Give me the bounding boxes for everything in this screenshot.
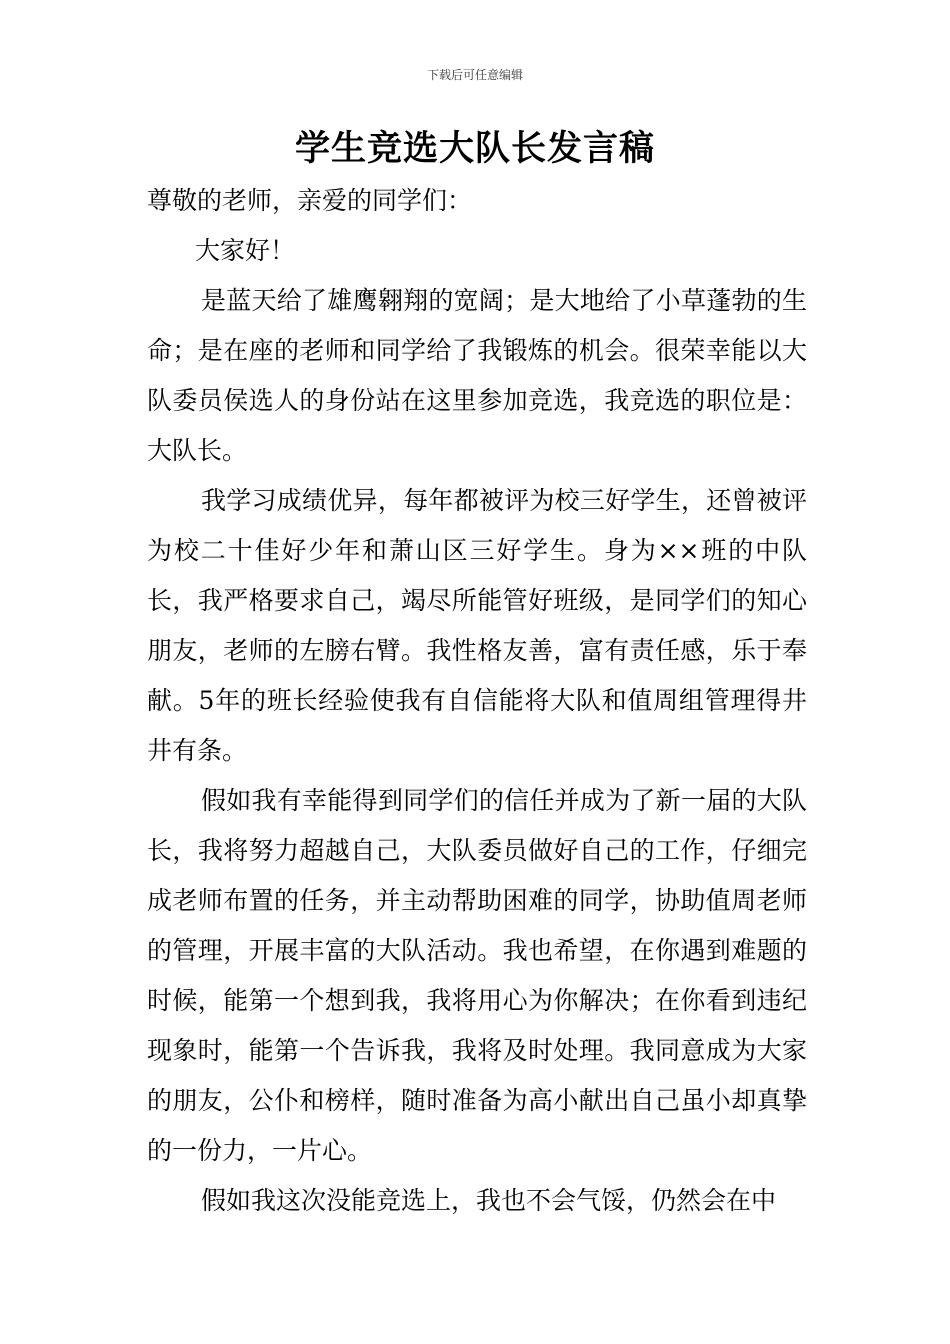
document-body	[147, 176, 807, 1226]
paragraph: 是蓝天给了雄鹰翱翔的宽阔；是大地给了小草蓬勃的生命；是在座的老师和同学给了我锻炼的机会。很荣幸能以大队委员侯选人的身份站在这里参加竞选，我竞选的职位是：大队长。	[147, 286, 807, 465]
salutation: 尊敬的老师，亲爱的同学们：	[147, 186, 473, 215]
paragraph: 假如我有幸能得到同学们的信任并成为了新一届的大队长，我将努力超越自己，大队委员做好自己的工作，仔细完成老师布置的任务，并主动帮助困难的同学，协助值周老师的管理，开展丰富的大队活动。我也希望，在你遇到难题的时候，能第一个想到我，我将用心为你解决；在你看到违纪现象时，能第一个告诉我，我将及时处理。我同意成为大家的朋友，公仆和榜样，随时准备为高小献出自己虽小却真挚的一份力，一片心。	[147, 786, 807, 1165]
greeting: 大家好！	[195, 236, 296, 265]
paragraph: 我学习成绩优异，每年都被评为校三好学生，还曾被评为校二十佳好少年和萧山区三好学生。身为××班的中队长，我严格要求自己，竭尽所能管好班级，是同学们的知心朋友，老师的左膀右臂。我性格友善，富有责任感，乐于奉献。5年的班长经验使我有自信能将大队和值周组管理得井井有条。	[147, 486, 807, 765]
document-title: 学生竞选大队长发言稿	[294, 129, 655, 169]
paragraph: 假如我这次没能竞选上，我也不会气馁，仍然会在中	[201, 1186, 777, 1215]
header-note: 下载后可任意编辑	[426, 68, 523, 82]
